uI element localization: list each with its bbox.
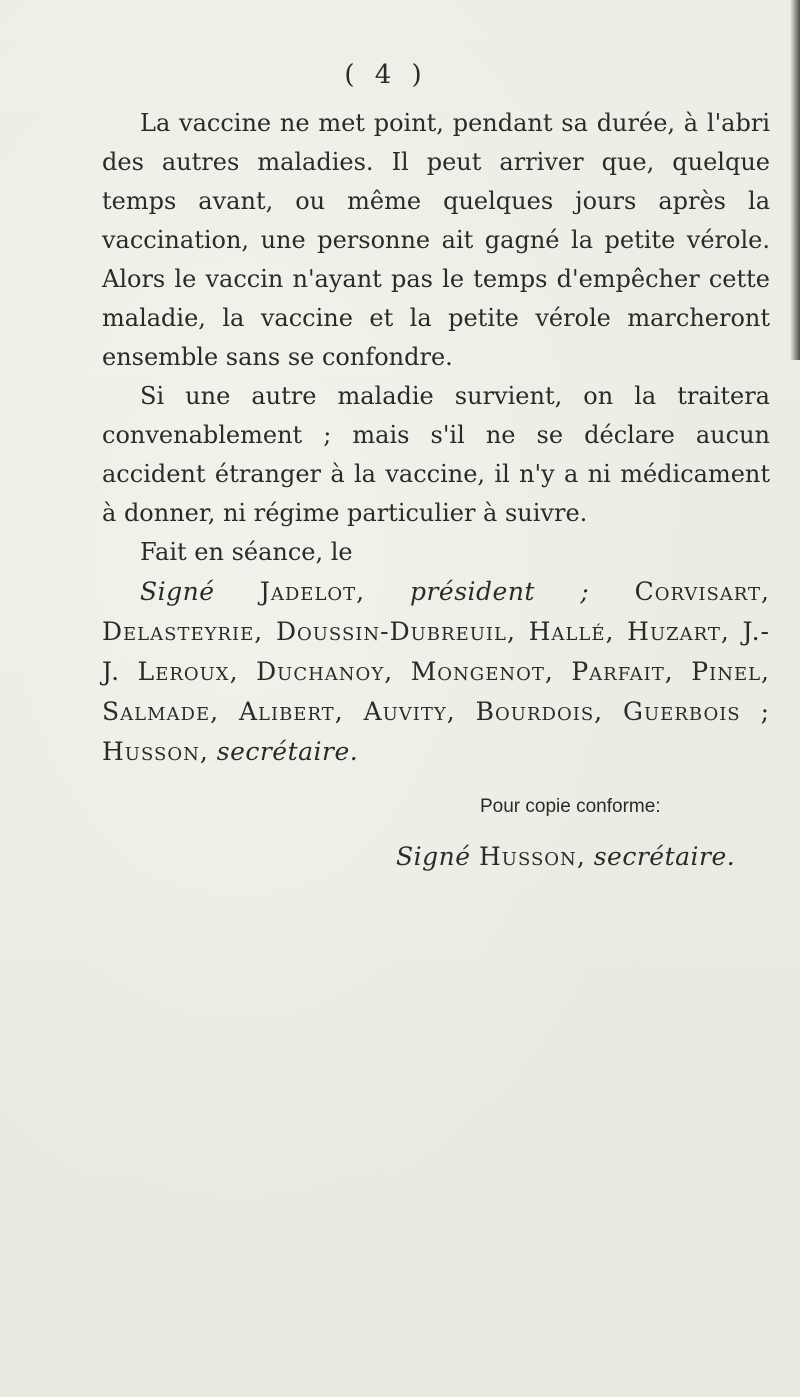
final-secretary-name: Husson [478,842,577,871]
page-edge-shadow [790,0,800,360]
body-text [102,104,770,772]
paragraph-2: Si une autre maladie survient, on la traitera convenablement ; mais s'il ne se déclare aucun accident étranger à la vaccine, il n'y a ni médicament à donner, ni régime particulier à suivre. [102,382,770,527]
paragraph-1: La vaccine ne met point, pendant sa durée, à l'abri des autres maladies. Il peut arriver que, quelque temps avant, ou même quelques jours après la vaccination, une personne ait gagné la petite vérole. Alors le vaccin n'ayant pas le temps d'empêcher cette maladie, la vaccine et la petite vérole marcheront ensemble sans se confondre. [102,109,770,371]
final-signe-label: Signé [396,842,471,871]
copy-conforme-note: Pour copie conforme: [480,796,661,817]
member-names: Corvisart, Delasteyrie, Doussin-Dubreuil, Hallé, Huzart, J.-J. Leroux, Duchanoy, Mongenot, Parfait, Pinel, Salmade, Alibert, Auvity, Bourdois, Guerbois ; [102,577,770,726]
president-name: Jadelot [259,577,357,606]
secretary-name: Husson [102,737,200,766]
final-secretary-title: secrétaire. [593,842,736,871]
secretary-title: secrétaire. [216,737,359,766]
final-signature: Signé Husson, secrétaire. [396,842,736,871]
signature-block: Signé Jadelot, président ; Corvisart, Delasteyrie, Doussin-Dubreuil, Hallé, Huzart, J.-J. Leroux, Duchanoy, Mongenot, Parfait, Pinel, Salmade, Alibert, Auvity, Bourdois, Guerbois ; Husson, secrétaire. [102,577,770,766]
president-title: président ; [409,577,590,606]
signe-label: Signé [140,577,215,606]
page-number: ( 4 ) [344,60,428,90]
paragraph-3: Fait en séance, le [140,538,353,566]
